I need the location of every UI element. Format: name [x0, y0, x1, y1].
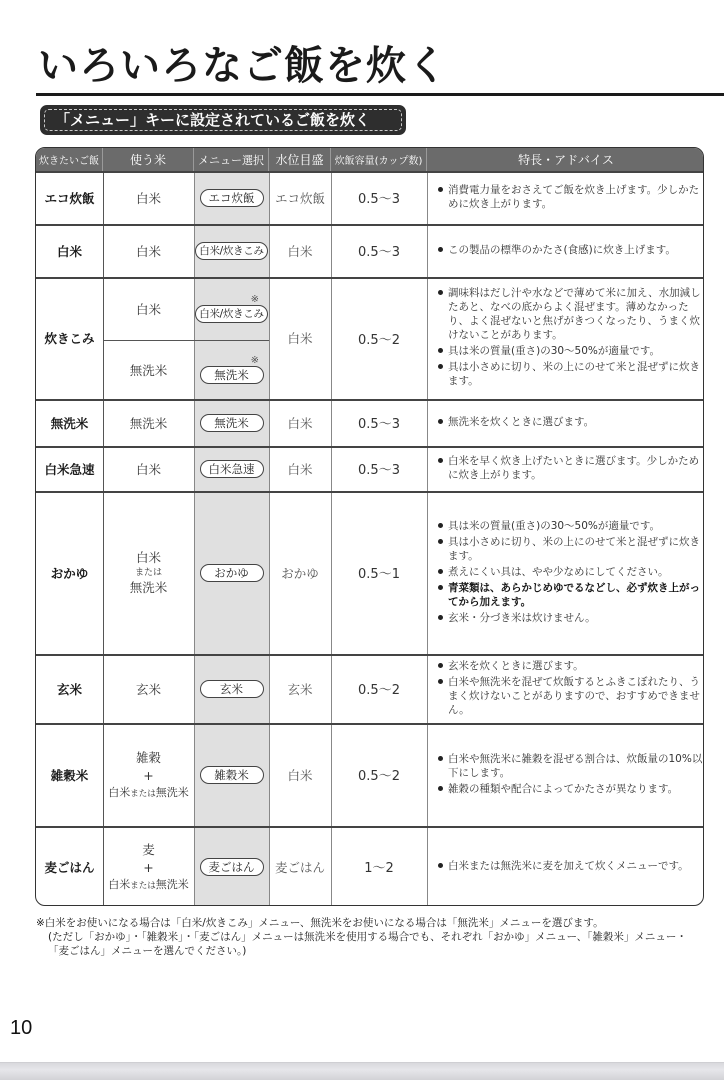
- advice-item: 具は米の質量(重さ)の30〜50%が適量です。: [438, 519, 703, 533]
- menu-key-pill: 無洗米: [200, 366, 264, 384]
- header-menu: メニュー選択: [194, 148, 269, 171]
- cell-rice: [103, 723, 194, 826]
- footnote-line: 「麦ごはん」メニューを選んでください。): [48, 945, 247, 957]
- advice-item: 消費電力量をおさえてご飯を炊き上げます。少しかために炊き上がります。: [438, 183, 703, 211]
- rice-mix-line: [108, 877, 189, 893]
- advice-item: 具は小さめに切り、米の上にのせて米と混ぜずに炊きます。: [438, 535, 703, 563]
- cell-capacity: 0.5〜2: [358, 332, 400, 348]
- menu-key-pill: 雑穀米: [200, 766, 264, 784]
- cell-advice: [428, 171, 703, 224]
- advice-item: 玄米・分づき米は炊けません。: [438, 611, 703, 625]
- menu-key-pill: 玄米: [200, 680, 264, 698]
- table-header: [36, 148, 703, 171]
- menu-key-pill: 麦ごはん: [200, 858, 264, 876]
- rice-white: 白米: [108, 785, 131, 799]
- asterisk-note: ※: [250, 294, 259, 305]
- advice-item: 白米や無洗米に雑穀を混ぜる割合は、炊飯量の10%以下にします。: [438, 752, 703, 780]
- cell-capacity: 0.5〜2: [358, 683, 400, 698]
- footnote-line: (ただし「おかゆ」・「雑穀米」・「麦ごはん」メニューは無洗米を使用する場合でも、それぞれ「おかゆ」メニュー、「雑穀米」メニュー・: [48, 931, 687, 943]
- rice-white: 白米: [108, 877, 131, 891]
- header-advice: 特長・アドバイス: [518, 153, 614, 167]
- footnote-line: ※白米をお使いになる場合は「白米/炊きこみ」メニュー、無洗米をお使いになる場合は「無洗米」メニューを選びます。: [36, 917, 604, 929]
- viewer-bottom-bar: [0, 1062, 724, 1080]
- cell-advice: [428, 491, 703, 654]
- cell-menu: [194, 399, 269, 446]
- cell-water-level: エコ炊飯: [274, 190, 325, 206]
- cell-rice: [103, 491, 194, 654]
- menu-key-pill: おかゆ: [200, 564, 264, 582]
- cell-rice: 玄米: [135, 681, 161, 697]
- cell-water-level: 麦ごはん: [274, 859, 325, 875]
- menu-key-pill: 白米/炊きこみ: [195, 242, 267, 260]
- menu-key-pill: 白米急速: [200, 460, 264, 478]
- cell-menu: [194, 826, 269, 906]
- cell-rice: 白米: [135, 190, 161, 206]
- cell-advice: [428, 224, 703, 277]
- rice-line: 白米: [135, 549, 161, 565]
- rice-musenmai: 無洗米: [155, 785, 189, 799]
- header-capacity: 炊飯容量(カップ数): [331, 148, 427, 171]
- cell-dish: 雑穀米: [50, 767, 89, 783]
- menu-key-pill: 白米/炊きこみ: [195, 305, 267, 323]
- advice-item: 具は米の質量(重さ)の30〜50%が適量です。: [438, 344, 703, 358]
- cell-advice: [428, 654, 703, 723]
- advice-item: 煮えにくい具は、やや少なめにしてください。: [438, 565, 703, 579]
- advice-item: 具は小さめに切り、米の上にのせて米と混ぜずに炊きます。: [438, 360, 703, 388]
- cell-rice: 無洗米: [129, 415, 168, 431]
- cell-water-level: 白米: [287, 331, 313, 346]
- rice-or: または: [130, 880, 156, 891]
- cell-advice: [428, 446, 703, 491]
- cell-dish: 玄米: [56, 681, 82, 697]
- cell-capacity: 1〜2: [364, 861, 394, 876]
- cell-water-level: 白米: [287, 767, 313, 783]
- asterisk-note: ※: [250, 355, 259, 366]
- advice-item: この製品の標準のかたさ(食感)に炊き上げます。: [438, 243, 703, 257]
- advice-item: 玄米を炊くときに選びます。: [438, 659, 703, 673]
- cell-menu: [194, 340, 269, 399]
- cell-menu: [194, 723, 269, 826]
- cell-menu: [194, 654, 269, 723]
- cell-advice: [428, 826, 703, 906]
- cell-dish: 麦ごはん: [44, 859, 95, 875]
- cell-rice: 無洗米: [129, 362, 168, 378]
- cell-capacity: 0.5〜3: [358, 417, 400, 432]
- header-rice: 使う米: [103, 148, 194, 171]
- advice-item: 無洗米を炊くときに選びます。: [438, 415, 703, 429]
- cell-menu: [194, 224, 269, 277]
- cell-water-level: おかゆ: [281, 565, 319, 581]
- cell-dish: 白米: [56, 243, 82, 259]
- advice-item-important: 青菜類は、あらかじめゆでるなどし、必ず炊き上がってから加えます。: [438, 581, 703, 609]
- rice-or: または: [130, 788, 156, 799]
- cell-rice: 白米: [135, 461, 161, 477]
- rice-mix-line: [108, 785, 189, 801]
- advice-item: 雑穀の種類や配合によってかたさが異なります。: [438, 782, 703, 796]
- page-title: いろいろなご飯を炊く: [38, 43, 448, 89]
- cell-dish: おかゆ: [50, 565, 89, 581]
- rice-line: 無洗米: [129, 579, 168, 595]
- advice-item: 白米を早く炊き上げたいときに選びます。少しかために炊き上がります。: [438, 454, 703, 482]
- cell-capacity: 0.5〜3: [358, 463, 400, 478]
- cell-advice: [428, 723, 703, 826]
- cell-menu: [194, 446, 269, 491]
- advice-item: 白米や無洗米を混ぜて炊飯するとふきこぼれたり、うまく炊けないことがありますので、おすすめできません。: [438, 675, 703, 717]
- section-label: [40, 105, 406, 135]
- cell-rice: 白米: [135, 301, 161, 317]
- cell-water-level: 白米: [287, 415, 313, 431]
- cell-advice: [428, 277, 703, 399]
- menu-key-pill: 無洗米: [200, 414, 264, 432]
- cell-dish: 無洗米: [50, 415, 89, 431]
- header-dish: 炊きたいご飯: [36, 148, 103, 171]
- rice-line: 雑穀: [135, 749, 161, 765]
- title-rule: [36, 93, 724, 96]
- footnote: [36, 916, 706, 958]
- cell-dish: 炊きこみ: [44, 331, 95, 346]
- cell-water-level: 白米: [287, 461, 313, 477]
- cell-water-level: 玄米: [287, 681, 313, 697]
- header-water-level: 水位目盛: [269, 148, 331, 171]
- cell-capacity: 0.5〜2: [358, 769, 400, 784]
- cell-dish: 白米急速: [44, 461, 95, 477]
- advice-item: 調味料はだし汁や水などで薄めて米に加え、水加減したあと、なべの底からよく混ぜます。薄めなかったり、よく混ぜないと焦げがきつくなったり、うまく炊けないことがあります。: [438, 286, 703, 342]
- rice-or: または: [134, 567, 162, 578]
- cell-menu: [194, 491, 269, 654]
- cell-menu: [194, 171, 269, 224]
- rice-musenmai: 無洗米: [155, 877, 189, 891]
- cell-dish: エコ炊飯: [44, 190, 95, 206]
- rice-plus: +: [143, 767, 154, 783]
- cell-water-level: 白米: [287, 243, 313, 259]
- menu-key-pill: エコ炊飯: [200, 189, 264, 207]
- rice-menu-table: [35, 147, 704, 906]
- page-number: 10: [10, 1017, 33, 1039]
- section-label-text: 「メニュー」キーに設定されているご飯を炊く: [55, 111, 371, 129]
- rice-line: 麦: [142, 841, 155, 857]
- rice-plus: +: [143, 859, 154, 875]
- cell-advice: [428, 399, 703, 446]
- cell-rice: 白米: [135, 243, 161, 259]
- cell-capacity: 0.5〜1: [358, 567, 400, 582]
- cell-menu: [194, 277, 269, 340]
- cell-capacity: 0.5〜3: [358, 192, 400, 207]
- cell-rice: [103, 826, 194, 906]
- advice-item: 白米または無洗米に麦を加えて炊くメニューです。: [438, 859, 703, 873]
- cell-capacity: 0.5〜3: [358, 245, 400, 260]
